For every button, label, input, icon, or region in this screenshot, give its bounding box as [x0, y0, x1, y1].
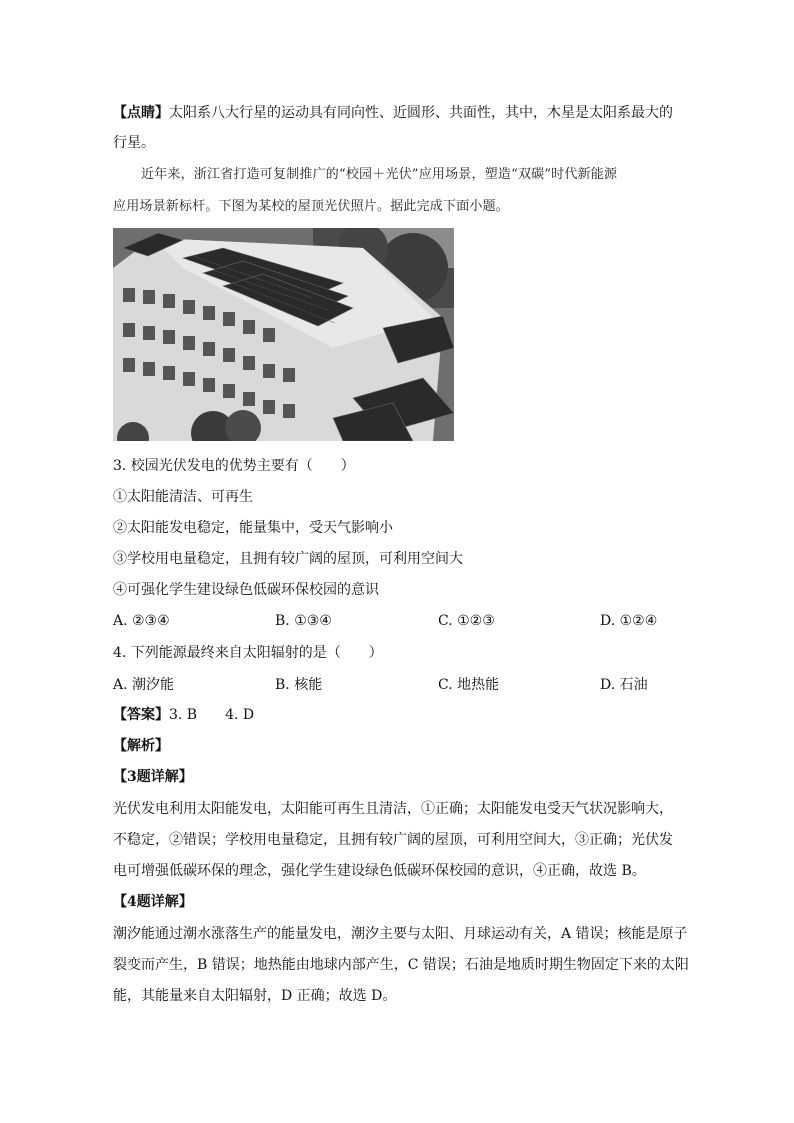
detail3-line-2: 不稳定，②错误；学校用电量稳定，且拥有较广阔的屋顶，可利用空间大，③正确；光伏发	[113, 832, 673, 848]
q3-statement-2: ②太阳能发电稳定，能量集中，受天气影响小	[113, 520, 393, 536]
intro-line-1: 近年来，浙江省打造可复制推广的“校园＋光伏”应用场景，塑造“双碳”时代新能源	[141, 167, 618, 182]
tip-line-1	[113, 104, 673, 122]
q4-option-b: B. 核能	[275, 677, 323, 693]
q4-stem: 4. 下列能源最终来自太阳辐射的是（ ）	[113, 645, 383, 661]
q3-option-a: A. ②③④	[113, 613, 170, 629]
q3-option-d: D. ①②④	[600, 613, 658, 629]
detail4-line-2: 裂变而产生，B 错误；地热能由地球内部产生，C 错误；石油是地质时期生物固定下来的太阳	[113, 957, 689, 973]
tip-line-2: 行星。	[113, 135, 155, 151]
tip-label: 【点睛】	[113, 105, 169, 121]
answer-line	[113, 706, 254, 724]
q4-option-a: A. 潮汐能	[113, 677, 175, 693]
analysis-label: 【解析】	[113, 738, 169, 754]
detail3-label: 【3题详解】	[113, 769, 193, 785]
q3-statement-1: ①太阳能清洁、可再生	[113, 489, 253, 505]
answer-label: 【答案】	[113, 707, 169, 723]
q4-option-d: D. 石油	[600, 677, 648, 693]
q3-option-c: C. ①②③	[438, 613, 495, 629]
q3-statement-4: ④可强化学生建设绿色低碳环保校园的意识	[113, 582, 379, 598]
detail3-line-1: 光伏发电利用太阳能发电，太阳能可再生且清洁，①正确；太阳能发电受天气状况影响大，	[113, 801, 673, 817]
detail4-line-1: 潮汐能通过潮水涨落生产的能量发电，潮汐主要与太阳、月球运动有关，A 错误；核能是原子	[113, 926, 688, 942]
q3-option-b: B. ①③④	[275, 613, 332, 629]
rooftop-solar-photo	[113, 228, 454, 441]
detail3-line-3: 电可增强低碳环保的理念，强化学生建设绿色低碳环保校园的意识，④正确，故选 B。	[113, 863, 646, 879]
tip-text-1: 太阳系八大行星的运动具有同向性、近圆形、共面性，其中，木星是太阳系最大的	[169, 105, 673, 121]
detail4-line-3: 能，其能量来自太阳辐射，D 正确；故选 D。	[113, 988, 397, 1004]
intro-line-2: 应用场景新标杆。下图为某校的屋顶光伏照片。据此完成下面小题。	[113, 199, 510, 214]
answer-text: 3. B 4. D	[169, 707, 255, 723]
detail4-label: 【4题详解】	[113, 894, 193, 910]
q3-stem: 3. 校园光伏发电的优势主要有（ ）	[113, 458, 355, 474]
q4-option-c: C. 地热能	[438, 677, 500, 693]
q3-statement-3: ③学校用电量稳定，且拥有较广阔的屋顶，可利用空间大	[113, 551, 463, 567]
